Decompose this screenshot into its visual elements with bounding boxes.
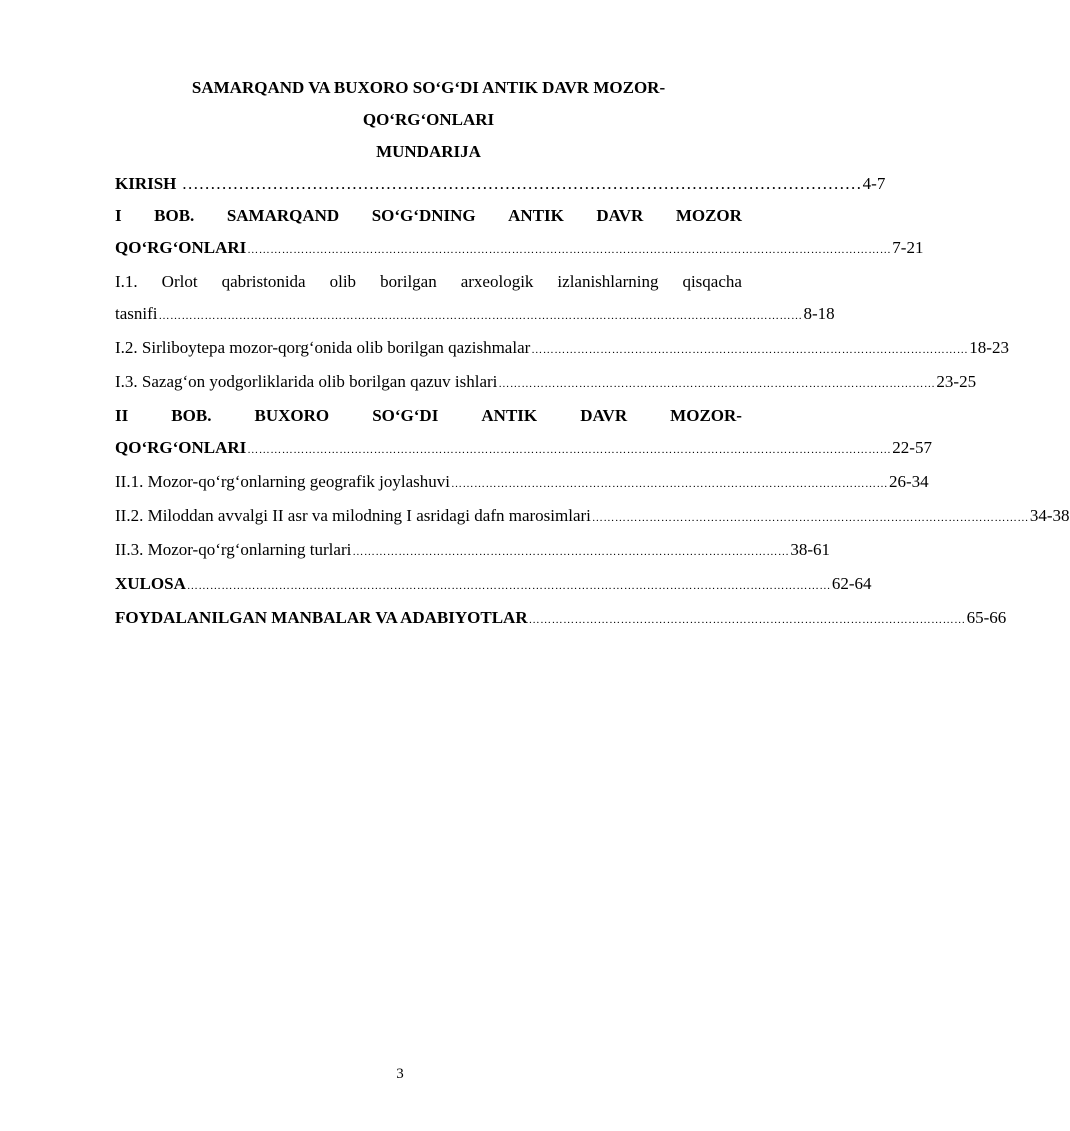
toc-word: BOB. <box>154 206 195 225</box>
toc-word: I <box>115 206 122 225</box>
toc-label: II.2. Miloddan avvalgi II asr va milodning I asridagi dafn marosimlari <box>115 506 591 525</box>
dot-leader: …………………………………………………………………………………………………… <box>451 478 889 490</box>
toc-page: 38-61 <box>790 540 831 559</box>
toc-page: 26-34 <box>889 472 929 491</box>
toc-word: MOZOR <box>675 206 742 225</box>
dot-leader: …………………………………………………………………………………………………………………………………………………… <box>247 444 892 456</box>
toc-entry-references[interactable] <box>115 602 1007 636</box>
document-title-line-1: SAMARQAND VA BUXORO SO‘G‘DI ANTIK DAVR MOZOR- <box>191 78 666 97</box>
page-number: 3 <box>396 1066 404 1082</box>
toc-page: 23-25 <box>936 372 977 391</box>
toc-page: 8-18 <box>803 304 835 323</box>
contents-heading: MUNDARIJA <box>376 142 481 161</box>
toc-word: olib <box>329 272 357 291</box>
document-page <box>115 72 1070 636</box>
toc-word: SO‘G‘DNING <box>371 206 476 225</box>
toc-word: II <box>115 406 129 425</box>
toc-word: ANTIK <box>481 406 538 425</box>
toc-entry-section-2-2[interactable] <box>115 500 1070 534</box>
toc-entry-section-2-3[interactable] <box>115 534 831 568</box>
toc-entry-section-2-1[interactable] <box>115 466 929 500</box>
toc-page: 18-23 <box>969 338 1009 357</box>
toc-entry-xulosa[interactable] <box>115 568 872 602</box>
toc-page: 22-57 <box>892 438 932 457</box>
toc-word: ANTIK <box>508 206 564 225</box>
toc-page: 7-21 <box>892 238 924 257</box>
toc-label: QO‘RG‘ONLARI <box>115 238 247 257</box>
toc-page: 62-64 <box>831 574 872 593</box>
toc-entry-chapter-1-line-2[interactable] <box>115 232 924 266</box>
toc-word: izlanishlarning <box>557 272 659 291</box>
toc-entry-chapter-1-line-1[interactable] <box>115 200 742 232</box>
dot-leader: …………………………………………………………………………………………………………………………………………………… <box>158 310 803 322</box>
toc-label: KIRISH <box>115 174 177 193</box>
toc-word: BOB. <box>171 406 212 425</box>
toc-word: qabristonida <box>221 272 306 291</box>
toc-entry-section-1-3[interactable] <box>115 366 977 400</box>
dot-leader: …………………………………………………………………………………………………… <box>498 378 936 390</box>
toc-word: Orlot <box>161 272 198 291</box>
toc-word: BUXORO <box>254 406 330 425</box>
toc-label: tasnifi <box>115 304 158 323</box>
toc-page: 4-7 <box>862 174 886 193</box>
dot-leader: …………………………………………………………………………………………………… <box>352 546 790 558</box>
toc-label: II.3. Mozor-qo‘rg‘onlarning turlari <box>115 540 352 559</box>
toc-label: XULOSA <box>115 574 186 593</box>
toc-entry-section-1-1-line-2[interactable] <box>115 298 835 332</box>
toc-entry-section-1-1-line-1[interactable] <box>115 266 742 298</box>
toc-page: 34-38 <box>1029 506 1070 525</box>
dot-leader: …………………………………………………………………………………………………………………………………………………… <box>247 244 892 256</box>
toc-word: DAVR <box>596 206 644 225</box>
dot-leader: …………………………………………………………………………………………………… <box>528 614 966 626</box>
toc-entry-chapter-2-line-1[interactable] <box>115 400 742 432</box>
dot-leader: ………………………………………………………………………………………………………… <box>177 174 862 193</box>
toc-page: 65-66 <box>966 608 1007 627</box>
toc-label: I.2. Sirliboytepa mozor-qorg‘onida olib borilgan qazishmalar <box>115 338 531 357</box>
toc-word: MOZOR- <box>670 406 742 425</box>
toc-word: qisqacha <box>682 272 742 291</box>
toc-label: FOYDALANILGAN MANBALAR VA ADABIYOTLAR <box>115 608 528 627</box>
dot-leader: …………………………………………………………………………………………………… <box>531 344 969 356</box>
toc-label: QO‘RG‘ONLARI <box>115 438 247 457</box>
dot-leader: …………………………………………………………………………………………………… <box>591 512 1029 524</box>
toc-entry-chapter-2-line-2[interactable] <box>115 432 932 466</box>
toc-word: I.1. <box>115 272 138 291</box>
toc-entry-section-1-2[interactable] <box>115 332 1009 366</box>
toc-word: arxeologik <box>460 272 534 291</box>
dot-leader: …………………………………………………………………………………………………………………………………………………… <box>186 580 831 592</box>
toc-word: SO‘G‘DI <box>372 406 439 425</box>
toc-entry-kirish[interactable] <box>115 168 886 200</box>
toc-label: I.3. Sazag‘on yodgorliklarida olib borilgan qazuv ishlari <box>115 372 498 391</box>
toc-word: SAMARQAND <box>226 206 340 225</box>
toc-word: borilgan <box>380 272 437 291</box>
document-title-line-2: QO‘RG‘ONLARI <box>362 110 495 129</box>
toc-label: II.1. Mozor-qo‘rg‘onlarning geografik joylashuvi <box>115 472 451 491</box>
toc-word: DAVR <box>580 406 628 425</box>
